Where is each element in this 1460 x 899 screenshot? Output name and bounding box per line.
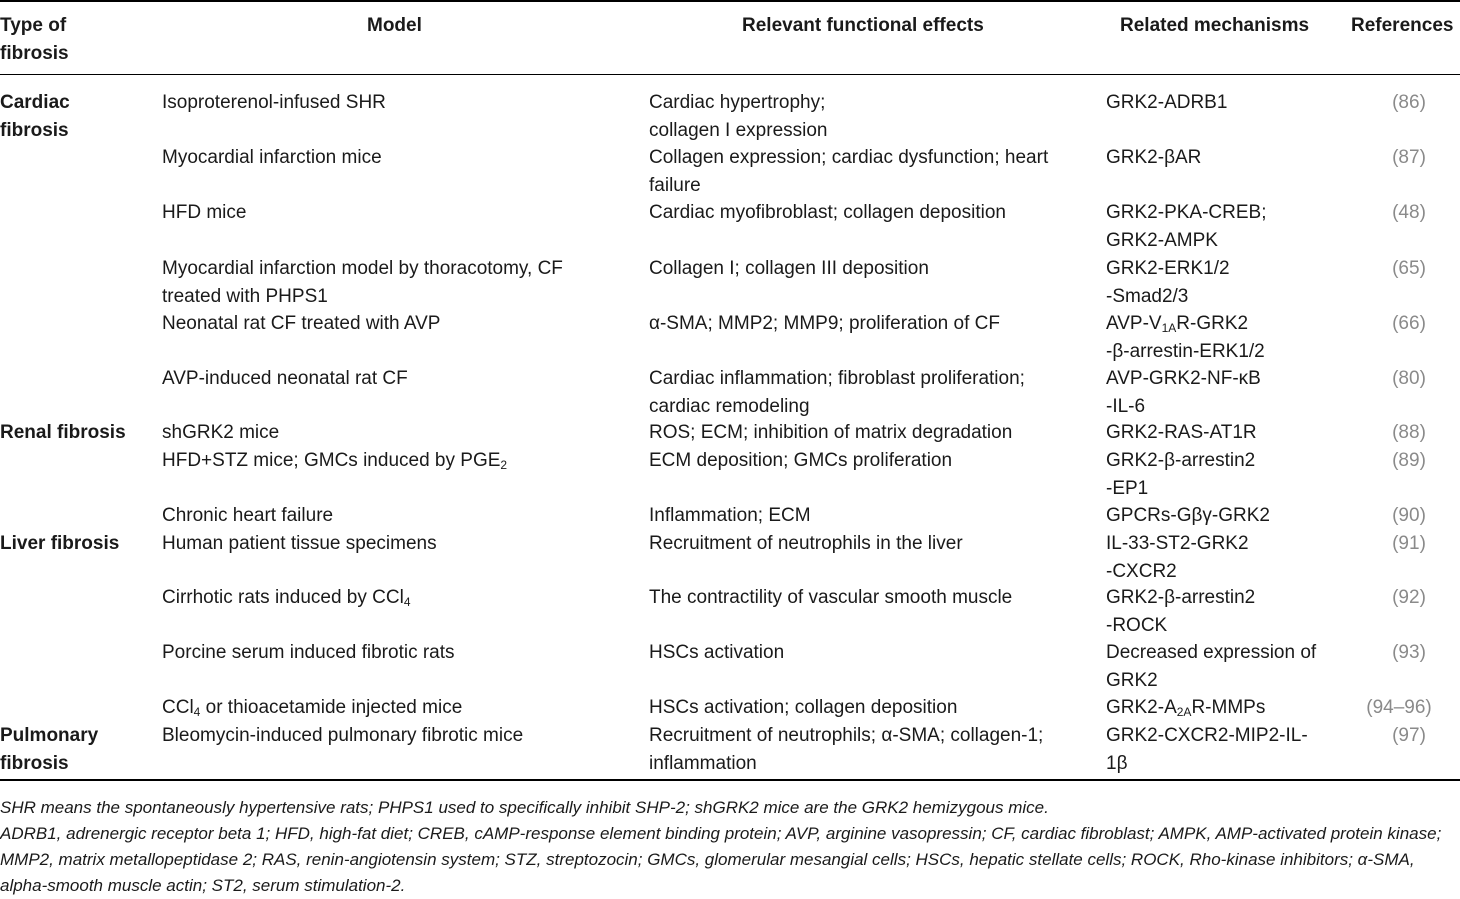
- table-row-reference: (91): [1392, 533, 1426, 554]
- table-row-reference: (92): [1392, 587, 1426, 608]
- table-row-mechanisms: IL-33-ST2-GRK2 -CXCR2: [1106, 533, 1249, 582]
- table-row-effects: The contractility of vascular smooth muscle: [649, 587, 1013, 608]
- table-row-reference: (88): [1392, 422, 1426, 443]
- table-row-effects: HSCs activation; collagen deposition: [649, 697, 958, 718]
- table-row-model: Neonatal rat CF treated with AVP: [162, 313, 441, 334]
- table-bottom-rule: [0, 779, 1460, 781]
- table-row-effects: α-SMA; MMP2; MMP9; proliferation of CF: [649, 313, 1000, 334]
- table-row-effects: Collagen expression; cardiac dysfunction; heart failure: [649, 147, 1049, 196]
- table-row-mechanisms: AVP-$V_{1A}R-GRK2$ -β-arrestin-ERK1/2: [1106, 313, 1265, 362]
- table-row-mechanisms: GRK2-CXCR2-MIP2-IL- 1β: [1106, 725, 1308, 774]
- table-row-reference: (94–96): [1366, 697, 1432, 718]
- table-row-reference: (89): [1392, 450, 1426, 471]
- table-row-mechanisms: GRK2-β-arrestin2 -EP1: [1106, 450, 1256, 499]
- header-effects: Relevant functional effects: [742, 15, 984, 36]
- table-row-mechanisms: GRK2-ERK1/2 -Smad2/3: [1106, 258, 1230, 307]
- type-pulmonary: Pulmonary fibrosis: [0, 725, 99, 774]
- table-row-reference: (93): [1392, 642, 1426, 663]
- table-row-reference: (65): [1392, 258, 1426, 279]
- table-row-model: shGRK2 mice: [162, 422, 280, 443]
- table-row-effects: Cardiac hypertrophy; collagen I expression: [649, 92, 828, 141]
- type-liver: Liver fibrosis: [0, 533, 120, 554]
- table-row-model: Human patient tissue specimens: [162, 533, 437, 554]
- table-row-mechanisms: Decreased expression of GRK2: [1106, 642, 1317, 691]
- header-type-of-fibrosis: Type of fibrosis: [0, 15, 69, 64]
- table-row-model: Cirrhotic rats induced by CCl$_4$: [162, 587, 411, 609]
- footnote-abbreviations-1: SHR means the spontaneously hypertensive rats; PHPS1 used to specifically inhibit SHP-2; shGRK2 mice are the GRK2 hemizygous mice.: [0, 798, 1049, 817]
- footnote-abbreviations-2: ADRB1, adrenergic receptor beta 1; HFD, high-fat diet; CREB, cAMP-response element binding protein; AVP, arginine vasopressin; CF, cardiac fibroblast; AMPK, AMP-activated protein kinase; MMP2, matrix metallopeptidase 2; RAS, renin-angiotensin system; STZ, streptozocin; GMCs, glomerular mesangial cells; HSCs, hepatic stellate cells; ROCK, Rho-kinase inhibitors; α-SMA, alpha-smooth muscle actin; ST2, serum stimulation-2.: [0, 824, 1442, 895]
- table-row-effects: ROS; ECM; inhibition of matrix degradation: [649, 422, 1013, 443]
- table-row-model: Myocardial infarction mice: [162, 147, 382, 168]
- table-row-mechanisms: GRK2-RAS-AT1R: [1106, 422, 1257, 443]
- table-row-model: Myocardial infarction model by thoracotomy, CF treated with PHPS1: [162, 258, 563, 307]
- table-row-effects: Recruitment of neutrophils; α-SMA; collagen-1; inflammation: [649, 725, 1044, 774]
- header-model: Model: [367, 15, 422, 36]
- table-row-reference: (48): [1392, 202, 1426, 223]
- type-renal: Renal fibrosis: [0, 422, 126, 443]
- table-row-effects: Cardiac myofibroblast; collagen deposition: [649, 202, 1006, 223]
- table-header-rule: [0, 74, 1460, 75]
- table-row-reference: (66): [1392, 313, 1426, 334]
- header-references: References: [1351, 15, 1454, 36]
- table-row-effects: Cardiac inflammation; fibroblast proliferation; cardiac remodeling: [649, 368, 1025, 417]
- table-row-mechanisms: GRK2-PKA-CREB; GRK2-AMPK: [1106, 202, 1267, 251]
- table-row-model: Chronic heart failure: [162, 505, 334, 526]
- table-row-mechanisms: GRK2-βAR: [1106, 147, 1202, 168]
- table-row-mechanisms: GRK2-β-arrestin2 -ROCK: [1106, 587, 1256, 636]
- table-top-rule: [0, 0, 1460, 2]
- table-row-model: AVP-induced neonatal rat CF: [162, 368, 408, 389]
- table-row-model: Bleomycin-induced pulmonary fibrotic mice: [162, 725, 524, 746]
- table-row-reference: (80): [1392, 368, 1426, 389]
- table-row-mechanisms: GRK2-ADRB1: [1106, 92, 1228, 113]
- table-row-reference: (90): [1392, 505, 1426, 526]
- table-row-effects: HSCs activation: [649, 642, 785, 663]
- table-row-model: Isoproterenol-infused SHR: [162, 92, 386, 113]
- table-row-mechanisms: GPCRs-Gβγ-GRK2: [1106, 505, 1270, 526]
- table-row-effects: Inflammation; ECM: [649, 505, 811, 526]
- table-row-mechanisms: AVP-GRK2-NF-κB -IL-6: [1106, 368, 1261, 417]
- table-row-mechanisms: $GRK2-A_{2A}R$-MMPs: [1106, 697, 1266, 719]
- type-cardiac: Cardiac fibrosis: [0, 92, 70, 141]
- table-row-reference: (86): [1392, 92, 1426, 113]
- table-row-reference: (97): [1392, 725, 1426, 746]
- table-row-model: HFD mice: [162, 202, 247, 223]
- header-mechanisms: Related mechanisms: [1120, 15, 1310, 36]
- table-row-model: CCl$_4$ or thioacetamide injected mice: [162, 697, 463, 719]
- table-row-effects: Recruitment of neutrophils in the liver: [649, 533, 963, 554]
- table-row-reference: (87): [1392, 147, 1426, 168]
- table-row-model: HFD+STZ mice; GMCs induced by $PGE_2$: [162, 450, 508, 472]
- table-row-effects: Collagen I; collagen III deposition: [649, 258, 929, 279]
- table-row-effects: ECM deposition; GMCs proliferation: [649, 450, 953, 471]
- table-row-model: Porcine serum induced fibrotic rats: [162, 642, 455, 663]
